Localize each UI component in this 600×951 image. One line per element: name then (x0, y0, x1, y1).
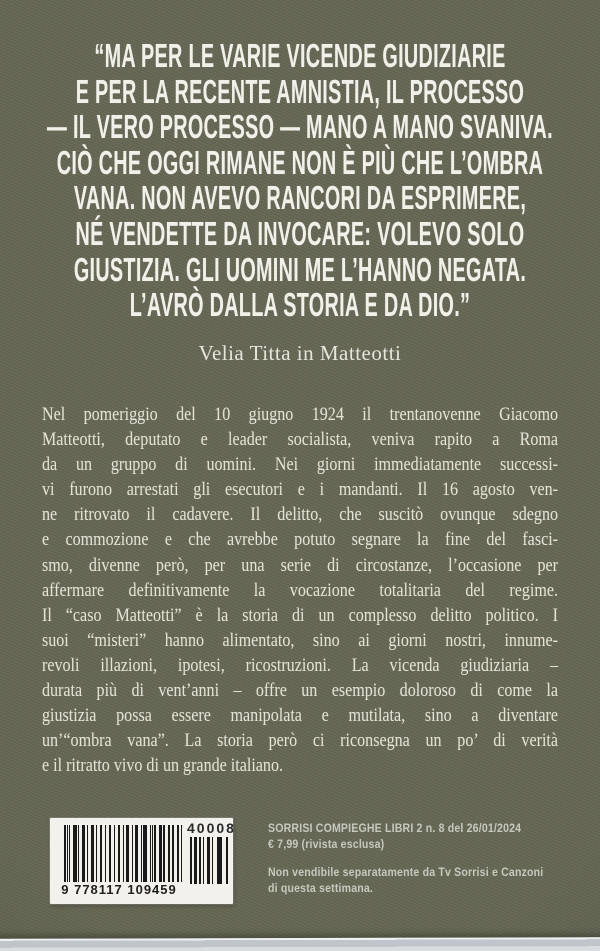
quote-line: L’AVRÒ DALLA STORIA E DA DIO.” (129, 286, 471, 324)
imprint-notice-line-2: di questa settimana. (268, 881, 374, 895)
imprint-notice-line-1: Non vendibile separatamente da Tv Sorrisi e Canzoni (268, 865, 544, 879)
quote-line: NÉ VENDETTE DA INVOCARE: VOLEVO SOLO (75, 214, 525, 252)
synopsis-line: affermare definitivamente la vocazione totalitaria del regime. (41, 579, 559, 601)
synopsis-line: revoli illazioni, ipotesi, ricostruzioni. La vicenda giudiziaria – (41, 654, 559, 676)
synopsis-text (42, 402, 558, 778)
synopsis-line: e commozione e che avrebbe potuto segnare la fine del fasci- (41, 529, 559, 551)
quote-line: VANA. NON AVEVO RANCORI DA ESPRIMERE, (73, 179, 527, 217)
imprint-gap (268, 852, 567, 864)
ean-barcode (64, 825, 182, 882)
ean-digits: 9 778117 109459 (61, 882, 177, 897)
synopsis-line: suoi “misteri” hanno alimentato, sino ai giorni nostri, innume- (41, 629, 559, 651)
imprint-issue-line: SORRISI COMPIEGHE LIBRI 2 n. 8 del 26/01/2024 (268, 821, 522, 835)
synopsis-line: giustizia possa essere manipolata e mutilata, sino a diventare (41, 705, 559, 727)
imprint-price-line: € 7,99 (rivista esclusa) (268, 837, 385, 851)
imprint-block (268, 820, 567, 896)
barcode-addon-bars (190, 837, 230, 884)
synopsis-line: Matteotti, deputato e leader socialista, veniva rapito a Roma (41, 429, 559, 451)
synopsis-line: e il ritratto vivo di un grande italiano. (41, 755, 284, 777)
synopsis-line: ne ritrovato il cadavere. Il delitto, che suscitò ovunque sdegno (41, 504, 559, 526)
synopsis-line: Il “caso Matteotti” è la storia di un complesso delitto politico. I (41, 604, 559, 626)
quote-line: “MA PER LE VARIE VICENDE GIUDIZIARIE (94, 37, 506, 74)
quote-line: GIUSTIZIA. GLI UOMINI ME L’HANNO NEGATA. (73, 250, 527, 288)
synopsis-line: da un gruppo di uomini. Nei giorni immediatamente successi- (41, 454, 559, 476)
quote-line: E PER LA RECENTE AMNISTIA, IL PROCESSO (75, 72, 525, 110)
barcode-addon-number: 40008 (187, 820, 236, 836)
quote-block (0, 38, 600, 323)
synopsis-line: un’“ombra vana”. La storia però ci riconsegna un po’ di verità (41, 730, 559, 752)
synopsis-line: smo, divenne però, per una serie di circostanze, l’occasione per (41, 554, 559, 576)
quote-attribution: Velia Titta in Matteotti (198, 341, 402, 365)
quote-line: CIÒ CHE OGGI RIMANE NON È PIÙ CHE L’OMBRA (56, 143, 544, 181)
synopsis-line: durata più di vent’anni – offre un esempio doloroso di come la (41, 680, 559, 702)
barcode-panel (50, 818, 236, 904)
book-page-edge (0, 937, 600, 951)
quote-line: — IL VERO PROCESSO — MANO A MANO SVANIVA. (47, 108, 553, 146)
synopsis-line: vi furono arrestati gli esecutori e i mandanti. Il 16 agosto ven- (41, 479, 559, 501)
synopsis-line: Nel pomeriggio del 10 giugno 1924 il trentanovenne Giacomo (41, 404, 559, 425)
